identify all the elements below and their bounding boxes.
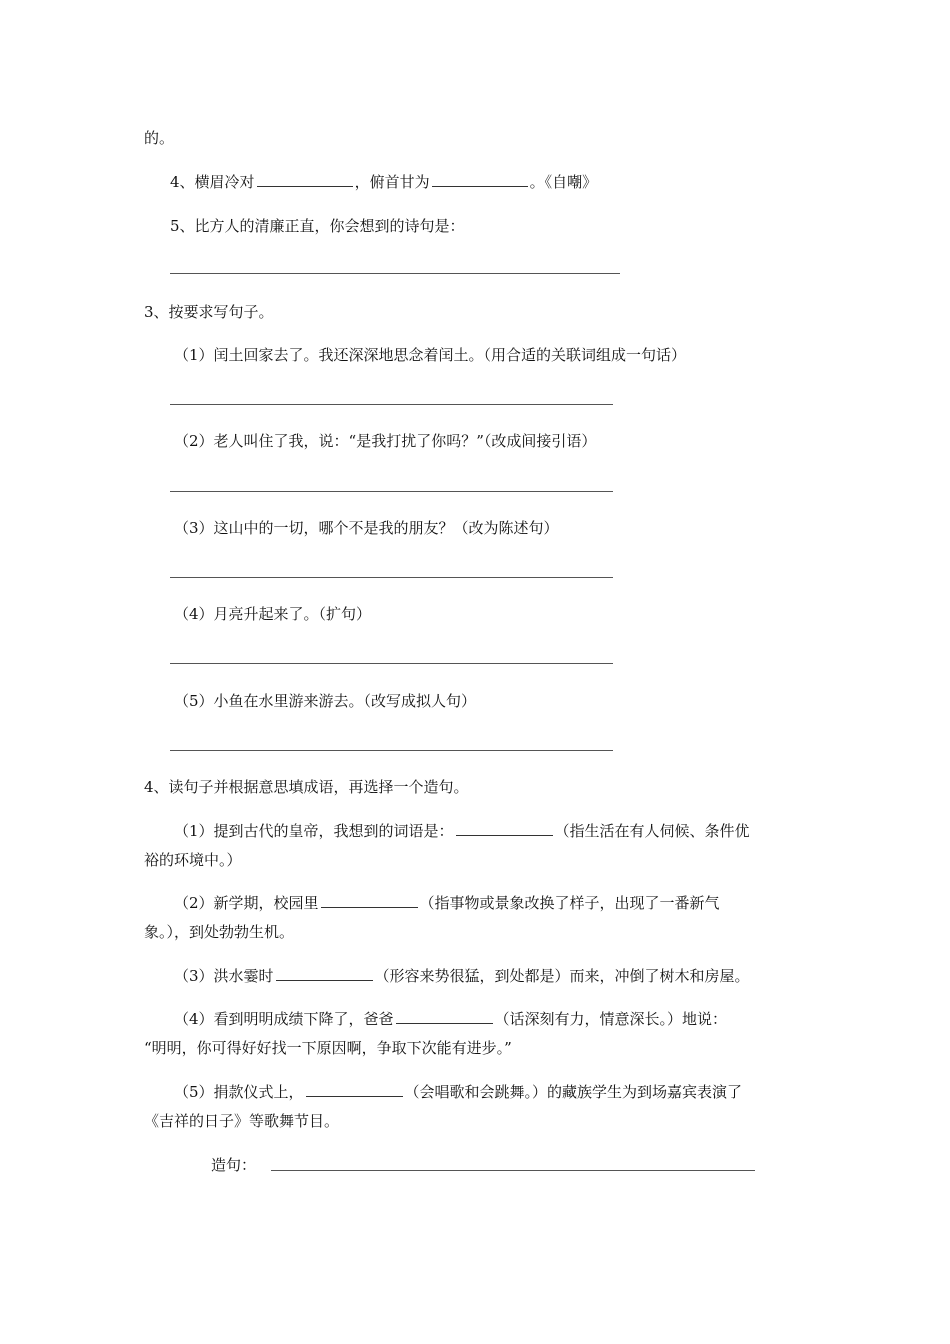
section-3-title: 3、按要求写句子。	[144, 303, 274, 321]
answer-blank[interactable]	[456, 821, 553, 836]
poem-prefix: 横眉冷对	[194, 173, 255, 191]
answer-blank[interactable]	[396, 1009, 493, 1024]
section-4-item-1-cont: 裕的环境中。）	[144, 851, 242, 869]
section-3-item: （2）老人叫住了我，说：“是我打扰了你吗？”（改成间接引语）	[174, 432, 597, 450]
answer-line[interactable]	[170, 750, 613, 751]
answer-blank[interactable]	[432, 172, 528, 187]
continuation-text: 的。	[144, 129, 175, 147]
question-number: 4、	[170, 173, 195, 191]
answer-blank[interactable]	[306, 1082, 403, 1097]
poem-suffix: 。《自嘲》	[529, 173, 598, 191]
section-4-item-4: （4）看到明明成绩下降了，爸爸 （话深刻有力，情意深长。）地说：	[174, 1010, 728, 1028]
poem-question-5: 5、比方人的清廉正直，你会想到的诗句是：	[170, 217, 465, 235]
section-4-item-4-cont: “明明，你可得好好找一下原因啊，争取下次能有进步。”	[144, 1039, 512, 1057]
make-sentence-label: 造句：	[211, 1156, 257, 1174]
answer-line[interactable]	[170, 663, 613, 664]
answer-blank[interactable]	[276, 966, 373, 981]
section-4-item-2-cont: 象。），到处勃勃生机。	[144, 923, 295, 941]
section-3-item: （3）这山中的一切，哪个不是我的朋友？（改为陈述句）	[174, 519, 559, 537]
answer-line[interactable]	[170, 577, 613, 578]
answer-blank[interactable]	[321, 893, 418, 908]
section-3-item: （5）小鱼在水里游来游去。（改写成拟人句）	[174, 692, 477, 710]
answer-line[interactable]	[170, 491, 613, 492]
section-4-title: 4、读句子并根据意思填成语，再选择一个造句。	[144, 778, 469, 796]
section-3-item: （4）月亮升起来了。（扩句）	[174, 605, 372, 623]
make-sentence-line[interactable]	[271, 1170, 755, 1171]
section-3-item: （1）闰土回家去了。我还深深地思念着闰土。（用合适的关联词组成一句话）	[174, 346, 687, 364]
answer-line[interactable]	[170, 273, 620, 274]
section-4-item-5-cont: 《吉祥的日子》等歌舞节目。	[144, 1112, 340, 1130]
poem-middle: ，俯首甘为	[354, 173, 430, 191]
section-4-item-1: （1）提到古代的皇帝，我想到的词语是： （指生活在有人伺候、条件优	[174, 822, 750, 840]
section-4-item-5: （5）捐款仪式上， （会唱歌和会跳舞。）的藏族学生为到场嘉宾表演了	[174, 1083, 743, 1101]
answer-blank[interactable]	[257, 172, 353, 187]
section-4-item-3: （3）洪水霎时 （形容来势很猛，到处都是）而来，冲倒了树木和房屋。	[174, 967, 750, 985]
section-4-item-2: （2）新学期，校园里 （指事物或景象改换了样子，出现了一番新气	[174, 894, 720, 912]
poem-question-4	[170, 171, 597, 193]
answer-line[interactable]	[170, 404, 613, 405]
